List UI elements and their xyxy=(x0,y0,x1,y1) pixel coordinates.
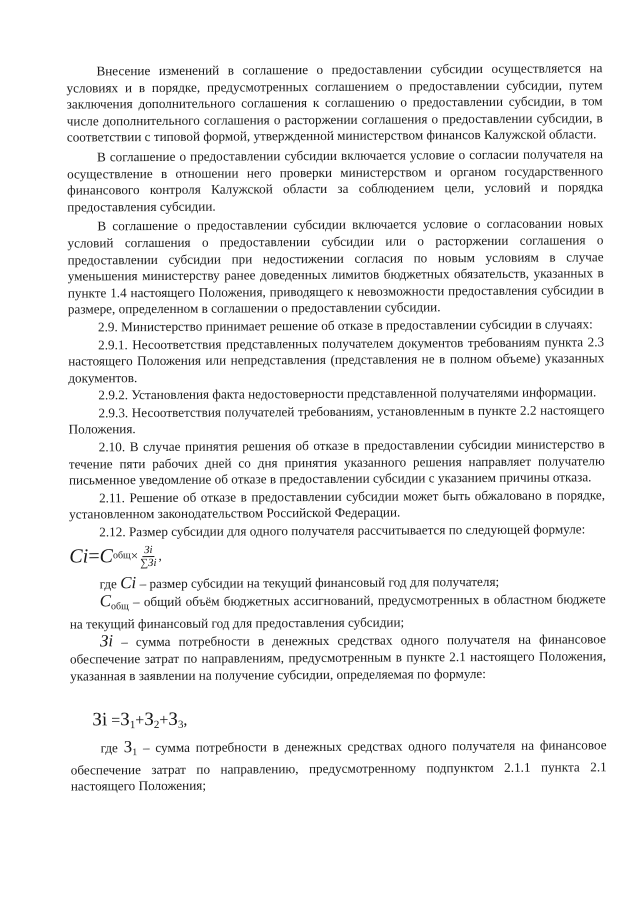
f2-sub3: 3 xyxy=(177,719,184,732)
definition-ci-prefix: где xyxy=(99,575,117,591)
definition-ci xyxy=(70,572,606,593)
paragraph-consent-inspection: В соглашение о предоставлении субсидии включается условие о согласии получателя на осуществление в отношении него проверки министерством и органом государственного финансового контроля Калужской области за соблюдением цели, условий и порядка предоставления субсидии. xyxy=(67,146,604,215)
f2-lhs: Зi xyxy=(92,709,108,731)
formula-times: × xyxy=(130,548,139,564)
f2-term1: З xyxy=(120,709,130,731)
paragraph-2-9: 2.9. Министерство принимает решение об отказе в предоставлении субсидии в случаях: xyxy=(97,316,593,335)
f2-sub2: 2 xyxy=(153,719,160,732)
formula-lhs: Ci xyxy=(69,545,89,568)
definition-ci-symbol: Ci xyxy=(120,572,137,592)
f2-term3: З xyxy=(168,709,178,731)
definition-ci-text: – размер субсидии на текущий финансовый год для получателя; xyxy=(139,573,500,591)
paragraph-2-11: 2.11. Решение об отказе в предоставлении субсидии может быть обжаловано в порядке, установленном законодательством Российской Федерации. xyxy=(69,487,606,522)
formula-denominator: ∑Зi xyxy=(140,556,157,569)
paragraph-2-9-1: 2.9.1. Несоответствия представленных получателем документов требованиям пункта 2.3 настоящего Положения или непредставления (представления не в полном объеме) указанных документов. xyxy=(68,333,605,386)
f2-term2: З xyxy=(144,709,154,731)
definition-z1-sub: 1 xyxy=(132,747,138,759)
definition-z1-text: – сумма потребности в денежных средствах одного получателя на финансовое обеспечение затрат по направлению, предусмотренному подпунктом 2.1.1 пункта 2.1 настоящего Положения; xyxy=(70,737,607,794)
f2-end: , xyxy=(183,712,188,730)
definition-cobsh xyxy=(70,590,606,632)
formula-fraction xyxy=(140,544,157,569)
paragraph-2-9-2: 2.9.2. Установления факта недостоверности представленной получателями информации. xyxy=(98,384,597,403)
requirement-formula xyxy=(92,707,606,735)
definition-cobsh-sub: общ xyxy=(111,601,129,613)
formula-equals: = xyxy=(88,545,100,568)
subsidy-formula xyxy=(69,541,605,569)
definition-zi xyxy=(70,631,606,685)
paragraph-2-12: 2.12. Размер субсидии для одного получателя рассчитывается по следующей формуле: xyxy=(99,521,586,540)
definition-z1-prefix: где xyxy=(100,740,118,756)
formula-c-sub: общ xyxy=(112,550,131,562)
paragraph-2-9-3: 2.9.3. Несоответствия получателей требованиям, установленным в пункте 2.2 настоящего Положения. xyxy=(68,402,605,438)
definition-z1-symbol: З xyxy=(123,737,133,757)
formula-numerator: Зi xyxy=(142,544,155,557)
formula-end: , xyxy=(158,548,162,564)
definition-zi-text: – сумма потребности в денежных средствах одного получателя на финансовое обеспечение затрат по направлениям, предусмотренным в пункте 2.1 настоящего Положения, указанная в заявлении на получение субсидии, определяемая по формуле: xyxy=(69,631,607,684)
definition-cobsh-symbol: C xyxy=(99,591,112,611)
definition-cobsh-text: – общий объём бюджетных ассигнований, предусмотренных в областном бюджете на текущий финансовый год для предоставления субсидии; xyxy=(69,591,606,632)
paragraph-2-10: 2.10. В случае принятия решения об отказе в предоставлении субсидии министерство в течение пяти рабочих дней со дня принятия указанного решения направляет получателю письменное уведомление об отказе в предоставлении субсидии с указанием причины отказа. xyxy=(68,436,605,488)
f2-sub1: 1 xyxy=(129,719,136,732)
definition-zi-symbol: Зi xyxy=(99,631,114,651)
paragraph-amendments: Внесение изменений в соглашение о предоставлении субсидии осуществляется на условиях и в порядке, предусмотренных соглашением о предоставлении субсидии, путем заключения дополнительного соглашения к соглашению о предоставлении субсидии, в том числе дополнительного соглашения о расторжении соглашения о предоставлении субсидии, в соответствии с типовой формой, утвержденной министерством финансов Калужской области. xyxy=(66,60,603,145)
f2-plus1: + xyxy=(135,712,145,730)
definition-z1 xyxy=(71,736,607,795)
f2-plus2: + xyxy=(159,712,169,730)
f2-equals: = xyxy=(111,712,121,730)
formula-c-base: C xyxy=(99,545,113,568)
paragraph-new-conditions: В соглашение о предоставлении субсидии включается условие о согласовании новых условий соглашения о предоставлении субсидии или о расторжении соглашения о предоставлении субсидии при недостижении согласия по новым условиям в случае уменьшения министерству ранее доведенных лимитов бюджетных обязательств, указанных в пункте 1.4 настоящего Положения, приводящего к невозможности предоставления субсидии в размере, определенном в соглашении о предоставлении субсидии. xyxy=(67,215,604,317)
